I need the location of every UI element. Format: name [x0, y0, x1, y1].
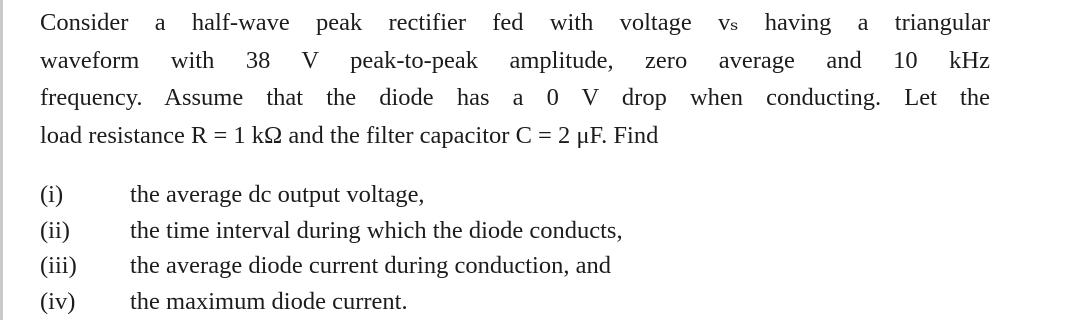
- part-text: the average diode current during conduction, and: [130, 252, 611, 279]
- part-text: the time interval during which the diode conducts,: [130, 216, 623, 244]
- question-parts-list: [40, 177, 623, 319]
- part-label: (i): [40, 181, 64, 208]
- problem-statement: [40, 4, 990, 315]
- part-label: (ii): [40, 216, 70, 244]
- part-text: the average dc output voltage,: [130, 181, 425, 208]
- question-part: [40, 213, 623, 249]
- problem-intro: [40, 4, 990, 154]
- part-label: (iv): [40, 287, 76, 315]
- intro-line-3: frequency. Assume that the diode has a 0 V drop when conducting. Let the: [40, 84, 990, 111]
- question-part: [40, 177, 623, 213]
- intro-line-4: load resistance R = 1 kΩ and the filter capacitor C = 2 μF. Find: [40, 121, 659, 149]
- left-border: [0, 0, 3, 320]
- intro-line-1: Consider a half-wave peak rectifier fed with voltage vₛ having a triangular: [40, 9, 990, 36]
- question-part: [40, 248, 623, 284]
- question-part: [40, 284, 623, 320]
- part-label: (iii): [40, 252, 77, 279]
- part-text: the maximum diode current.: [130, 287, 408, 315]
- intro-line-2: waveform with 38 V peak-to-peak amplitude, zero average and 10 kHz: [40, 46, 990, 74]
